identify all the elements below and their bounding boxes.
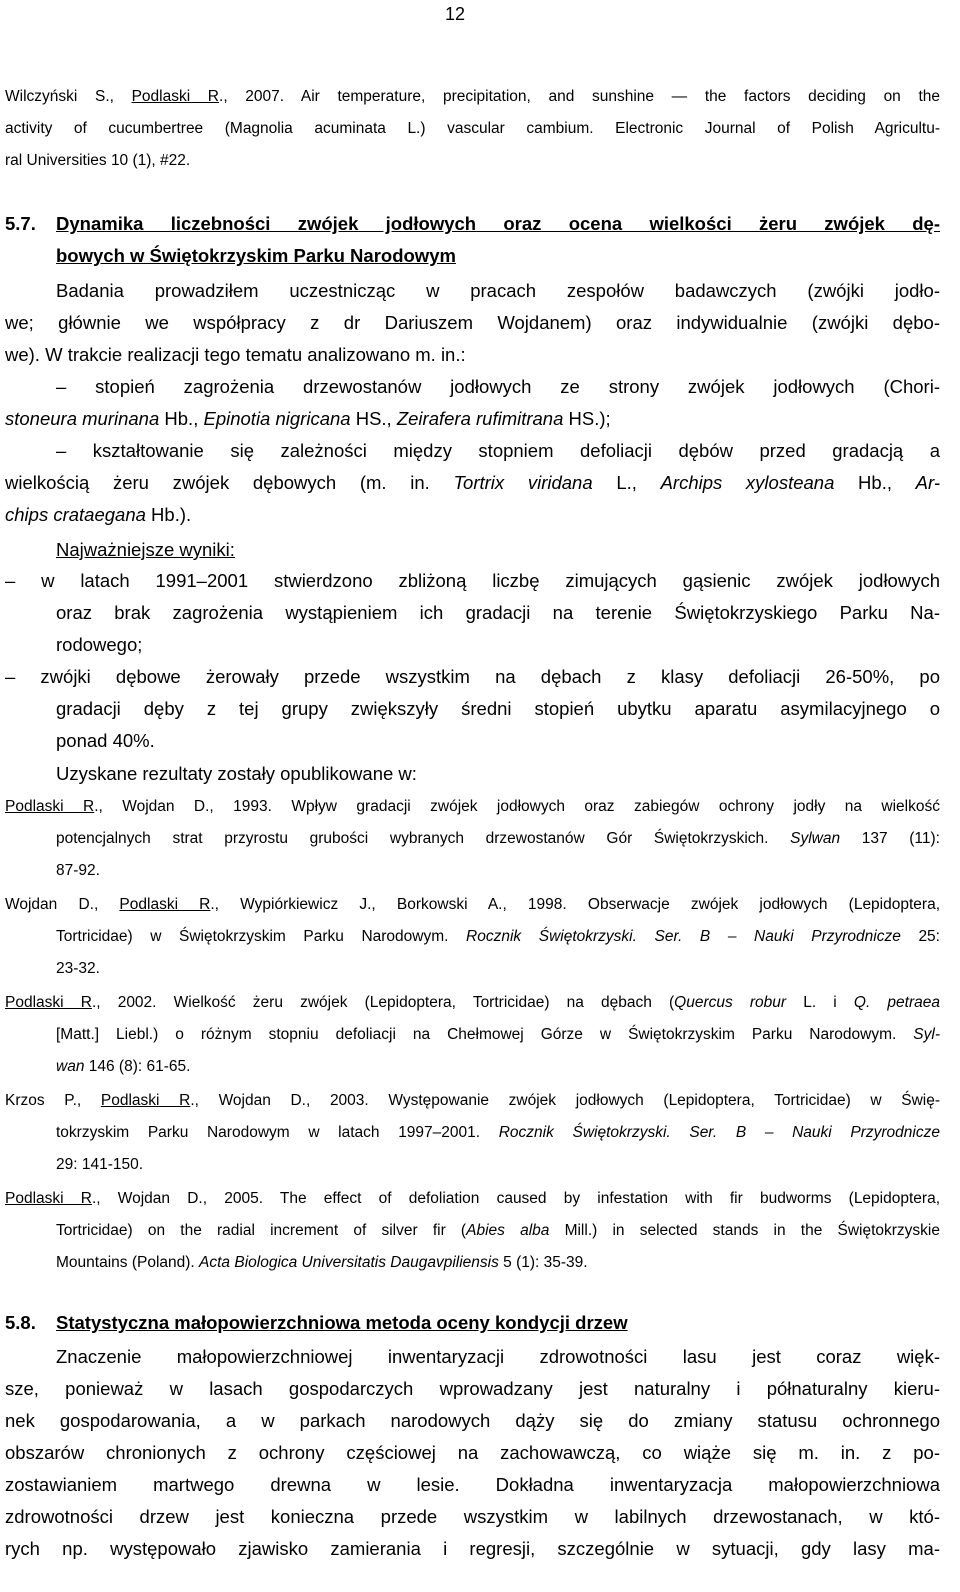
publication-ref-5-line-1: Podlaski R., Wojdan D., 2005. The effect of defoliation caused by infestation with fir budworms (Lepidoptera, bbox=[5, 1190, 940, 1207]
paragraph-line: Badania prowadziłem uczestnicząc w pracach zespołów badawczych (zwójki jodło- bbox=[56, 280, 940, 301]
paragraph-line: nek gospodarowania, a w parkach narodowych dąży się do zmiany statusu ochronnego bbox=[5, 1410, 940, 1431]
publication-ref-1-line-1: Podlaski R., Wojdan D., 1993. Wpływ gradacji zwójek jodłowych oraz zabiegów ochrony jodły na wielkość bbox=[5, 798, 940, 815]
paragraph-line: we). W trakcie realizacji tego tematu analizowano m. in.: bbox=[5, 344, 466, 365]
paragraph-line: Znaczenie małopowierzchniowej inwentaryzacji zdrowotności lasu jest coraz więk- bbox=[56, 1346, 940, 1367]
paragraph-line: sze, ponieważ w lasach gospodarczych wprowadzany jest naturalny i półnaturalny kieru- bbox=[5, 1378, 940, 1399]
publication-ref-4-line-1: Krzos P., Podlaski R., Wojdan D., 2003. Występowanie zwójek jodłowych (Lepidoptera, Tortricidae) w Świę- bbox=[5, 1092, 941, 1109]
publication-ref-2-line-3: 23-32. bbox=[56, 960, 100, 977]
result-item-continued: ponad 40%. bbox=[56, 730, 155, 751]
result-item: – w latach 1991–2001 stwierdzono zbliżoną liczbę zimujących gąsienic zwójek jodłowych bbox=[5, 570, 940, 591]
paragraph-line: we; głównie we współpracy z dr Dariuszem Wojdanem) oraz indywidualnie (zwójki dębo- bbox=[5, 312, 940, 333]
results-heading: Najważniejsze wyniki: bbox=[56, 539, 235, 560]
bullet-item-continued: chips crataegana Hb.). bbox=[5, 504, 192, 525]
result-item: – zwójki dębowe żerowały przede wszystkim na dębach z klasy defoliacji 26-50%, po bbox=[5, 666, 940, 687]
section-title-5-7-line-2: bowych w Świętokrzyskim Parku Narodowym bbox=[56, 245, 456, 266]
section-title-5-8: Statystyczna małopowierzchniowa metoda oceny kondycji drzew bbox=[56, 1312, 628, 1333]
result-item-continued: gradacji dęby z tej grupy zwiększyły średni stopień ubytku aparatu asymilacyjnego o bbox=[56, 698, 940, 719]
result-item-continued: rodowego; bbox=[56, 634, 143, 655]
publication-ref-2-line-1: Wojdan D., Podlaski R., Wypiórkiewicz J., Borkowski A., 1998. Obserwacje zwójek jodłowych (Lepidoptera, bbox=[5, 896, 941, 913]
paragraph-line: zostawianiem martwego drewna w lesie. Dokładna inwentaryzacja małopowierzchniowa bbox=[5, 1474, 940, 1495]
publication-ref-5-line-3: Mountains (Poland). Acta Biologica Universitatis Daugavpiliensis 5 (1): 35-39. bbox=[56, 1254, 588, 1271]
reference-top-line-1: Wilczyński S., Podlaski R., 2007. Air temperature, precipitation, and sunshine — the factors deciding on the bbox=[5, 88, 940, 105]
paragraph-line: obszarów chronionych z ochrony częściowej na zachowawczą, co wiąże się m. in. z po- bbox=[5, 1442, 940, 1463]
section-number-5-7: 5.7. bbox=[5, 213, 36, 234]
reference-top-line-3: ral Universities 10 (1), #22. bbox=[5, 152, 191, 169]
publication-ref-3-line-3: wan 146 (8): 61-65. bbox=[56, 1058, 191, 1075]
section-title-5-7-line-1: Dynamika liczebności zwójek jodłowych oraz ocena wielkości żeru zwójek dę- bbox=[56, 213, 940, 234]
paragraph-line: zdrowotności drzew jest konieczna przede wszystkim w labilnych drzewostanach, w któ- bbox=[5, 1506, 940, 1527]
publication-ref-3-line-2: [Matt.] Liebl.) o różnym stopniu defoliacji na Chełmowej Górze w Świętokrzyskim Parku Narodowym. Syl- bbox=[56, 1026, 940, 1043]
result-item-continued: oraz brak zagrożenia wystąpieniem ich gradacji na terenie Świętokrzyskiego Parku Na- bbox=[56, 602, 940, 623]
publication-ref-4-line-2: tokrzyskim Parku Narodowym w latach 1997–2001. Rocznik Świętokrzyski. Ser. B – Nauki Przyrodnicze bbox=[56, 1124, 940, 1141]
publication-ref-3-line-1: Podlaski R., 2002. Wielkość żeru zwójek (Lepidoptera, Tortricidae) na dębach (Quercus robur L. i Q. petraea bbox=[5, 994, 940, 1011]
reference-top-line-2: activity of cucumbertree (Magnolia acuminata L.) vascular cambium. Electronic Journal of Polish Agricultu- bbox=[5, 120, 940, 137]
section-number-5-8: 5.8. bbox=[5, 1312, 36, 1333]
publication-ref-1-line-2: potencjalnych strat przyrostu grubości wybranych drzewostanów Gór Świętokrzyskich. Sylwan 137 (11): bbox=[56, 830, 940, 847]
bullet-item: – stopień zagrożenia drzewostanów jodłowych ze strony zwójek jodłowych (Chori- bbox=[56, 376, 940, 397]
publication-ref-1-line-3: 87-92. bbox=[56, 862, 100, 879]
publication-ref-4-line-3: 29: 141-150. bbox=[56, 1156, 144, 1173]
bullet-item: – kształtowanie się zależności między stopniem defoliacji dębów przed gradacją a bbox=[56, 440, 940, 461]
publication-ref-5-line-2: Tortricidae) on the radial increment of silver fir (Abies alba Mill.) in selected stands in the Świętokrzyskie bbox=[56, 1222, 940, 1239]
bullet-item-continued: stoneura murinana Hb., Epinotia nigricana HS., Zeirafera rufimitrana HS.); bbox=[5, 408, 611, 429]
paragraph-line: rych np. występowało zjawisko zamierania i regresji, szczególnie w sytuacji, gdy lasy ma- bbox=[5, 1538, 940, 1559]
bullet-item-continued: wielkością żeru zwójek dębowych (m. in. Tortrix viridana L., Archips xylosteana Hb., Ar- bbox=[5, 472, 940, 493]
publications-heading: Uzyskane rezultaty zostały opublikowane w: bbox=[56, 763, 417, 784]
publication-ref-2-line-2: Tortricidae) w Świętokrzyskim Parku Narodowym. Rocznik Świętokrzyski. Ser. B – Nauki Przyrodnicze 25: bbox=[56, 928, 940, 945]
page-number: 12 bbox=[444, 4, 466, 24]
